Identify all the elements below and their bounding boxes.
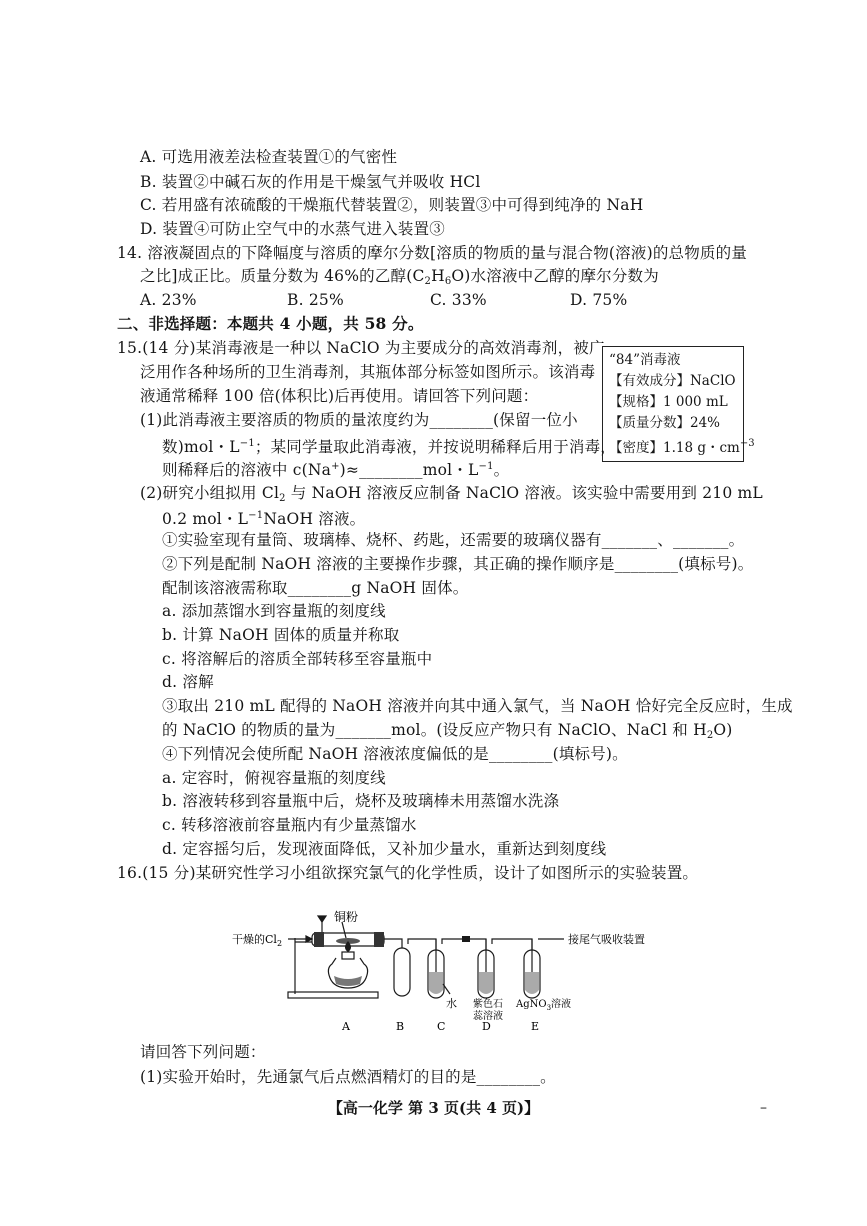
powder-pointer [342, 922, 346, 938]
q15-stem-line3: 液通常稀释 100 倍(体积比)后再使用。请回答下列问题： [140, 387, 539, 405]
experiment-apparatus-figure [230, 908, 690, 1036]
label-volume: 【规格】1 000 mL [609, 394, 728, 410]
tube-B [394, 948, 410, 996]
apparatus-letter-A: A [342, 1020, 350, 1033]
q14-option-b: B. 25% [287, 291, 344, 309]
disinfectant-label-box [602, 346, 755, 462]
q15-stem-line1: 15.(14 分)某消毒液是一种以 NaClO 为主要成分的高效消毒剂，被广 [117, 339, 605, 357]
q13-option-b: B. 装置②中碱石灰的作用是干燥氢气并吸收 HCl [140, 173, 481, 191]
q15-sub4-option-c: c. 转移溶液前容量瓶内有少量蒸馏水 [162, 816, 417, 834]
page-footer: 【高一化学 第 3 页(共 4 页)】 [327, 1099, 540, 1117]
label-title: “84”消毒液 [609, 352, 681, 368]
q16-part1: (1)实验开始时，先通氯气后点燃酒精灯的目的是________。 [140, 1068, 556, 1086]
litmus-label-line2: 蕊溶液 [473, 1011, 503, 1022]
q15-sub4-option-b: b. 溶液转移到容量瓶中后，烧杯及玻璃棒未用蒸馏水洗涤 [162, 792, 560, 810]
q15-sub2-line1: ②下列是配制 NaOH 溶液的主要操作步骤，其正确的操作顺序是________(填标号)。 [162, 555, 754, 573]
q15-sub1: ①实验室现有量筒、玻璃棒、烧杯、药匙，还需要的玻璃仪器有_______、_______。 [162, 531, 745, 549]
litmus-label-line1: 紫色石 [473, 999, 503, 1010]
q15-stem-line2: 泛用作各种场所的卫生消毒剂，其瓶体部分标签如图所示。该消毒 [140, 363, 596, 381]
q14-stem-line1: 14. 溶液凝固点的下降幅度与溶质的摩尔分数[溶质的物质的量与混合物(溶液)的总物质的量 [117, 244, 748, 262]
q14-stem-line2: 之比]成正比。质量分数为 46%的乙醇$(C_2H_6O)$水溶液中乙醇的摩尔分数为 [140, 267, 659, 287]
apparatus-letter-C: C [437, 1020, 446, 1033]
chlorine-inlet-label: 干燥的$Cl_2$ [232, 933, 283, 948]
label-active-ingredient: 【有效成分】NaClO [609, 373, 736, 389]
q13-option-c: C. 若用盛有浓硫酸的干燥瓶代替装置②，则装置③中可得到纯净的 NaH [140, 196, 644, 214]
apparatus-letter-B: B [396, 1020, 405, 1033]
corner-mark: – [760, 1100, 767, 1116]
q15-part2-line2: 0.2 mol・$L^{-1}NaOH$ 溶液。 [162, 510, 366, 528]
q15-step-a: a. 添加蒸馏水到容量瓶的刻度线 [162, 602, 386, 620]
water-label: 水 [446, 997, 457, 1010]
q15-part1-line2: 数)mol・$L^{-1}$；某同学量取此消毒液，并按说明稀释后用于消毒， [162, 438, 616, 456]
copper-powder-label: 铜粉 [334, 910, 359, 924]
outlet-label: 接尾气吸收装置 [568, 933, 645, 946]
q15-part1-line3: 则稀释后的溶液中 c(Na+)≈________mol・$L^{-1}$。 [162, 461, 510, 479]
q14-option-a: A. 23% [140, 291, 197, 309]
q16-prompt: 请回答下列问题： [140, 1043, 266, 1061]
q15-step-b: b. 计算 NaOH 固体的质量并称取 [162, 626, 400, 644]
q15-sub4-option-d: d. 定容摇匀后，发现液面降低，又补加少量水，重新达到刻度线 [162, 840, 607, 858]
section-heading: 二、非选择题：本题共 4 小题，共 58 分。 [117, 314, 424, 333]
q15-sub2-line2: 配制该溶液需称取________g NaOH 固体。 [162, 579, 469, 597]
q13-option-d: D. 装置④可防止空气中的水蒸气进入装置③ [140, 220, 445, 238]
apparatus-letter-D: D [482, 1020, 491, 1033]
q14-option-c: C. 33% [430, 291, 487, 309]
q15-sub4-line1: ④下列情况会使所配 NaOH 溶液浓度偏低的是________(填标号)。 [162, 745, 628, 763]
stand-base [288, 992, 378, 998]
q16-stem: 16.(15 分)某研究性学习小组欲探究氯气的化学性质，设计了如图所示的实验装置。 [117, 864, 699, 882]
q15-sub4-option-a: a. 定容时，俯视容量瓶的刻度线 [162, 769, 386, 787]
q15-sub3-line1: ③取出 210 mL 配得的 NaOH 溶液并向其中通入氯气，当 NaOH 恰好完全反应时，生成 [162, 697, 793, 715]
q13-option-a: A. 可选用液差法检查装置①的气密性 [140, 148, 398, 166]
label-density: 【密度】1.18 g・$cm^{-3}$ [609, 438, 755, 456]
q14-option-d: D. 75% [570, 291, 628, 309]
apparatus-letter-E: E [531, 1020, 540, 1033]
q15-step-d: d. 溶解 [162, 673, 214, 691]
q15-step-c: c. 将溶解后的溶质全部转移至容量瓶中 [162, 650, 433, 668]
q15-part2-line1: (2)研究小组拟用 $Cl_2$ 与 NaOH 溶液反应制备 NaClO 溶液。该实验中需要用到 210 mL [140, 484, 763, 504]
q15-part1-line1: (1)此消毒液主要溶质的物质的量浓度约为________(保留一位小 [140, 411, 578, 429]
q15-sub3-line2: 的 NaClO 的物质的量为_______mol。(设反应产物只有 NaClO、NaCl 和 $H_2O$) [162, 721, 733, 741]
agno3-label: AgNO$_3$溶液 [516, 999, 572, 1012]
label-mass-fraction: 【质量分数】24% [609, 415, 721, 431]
